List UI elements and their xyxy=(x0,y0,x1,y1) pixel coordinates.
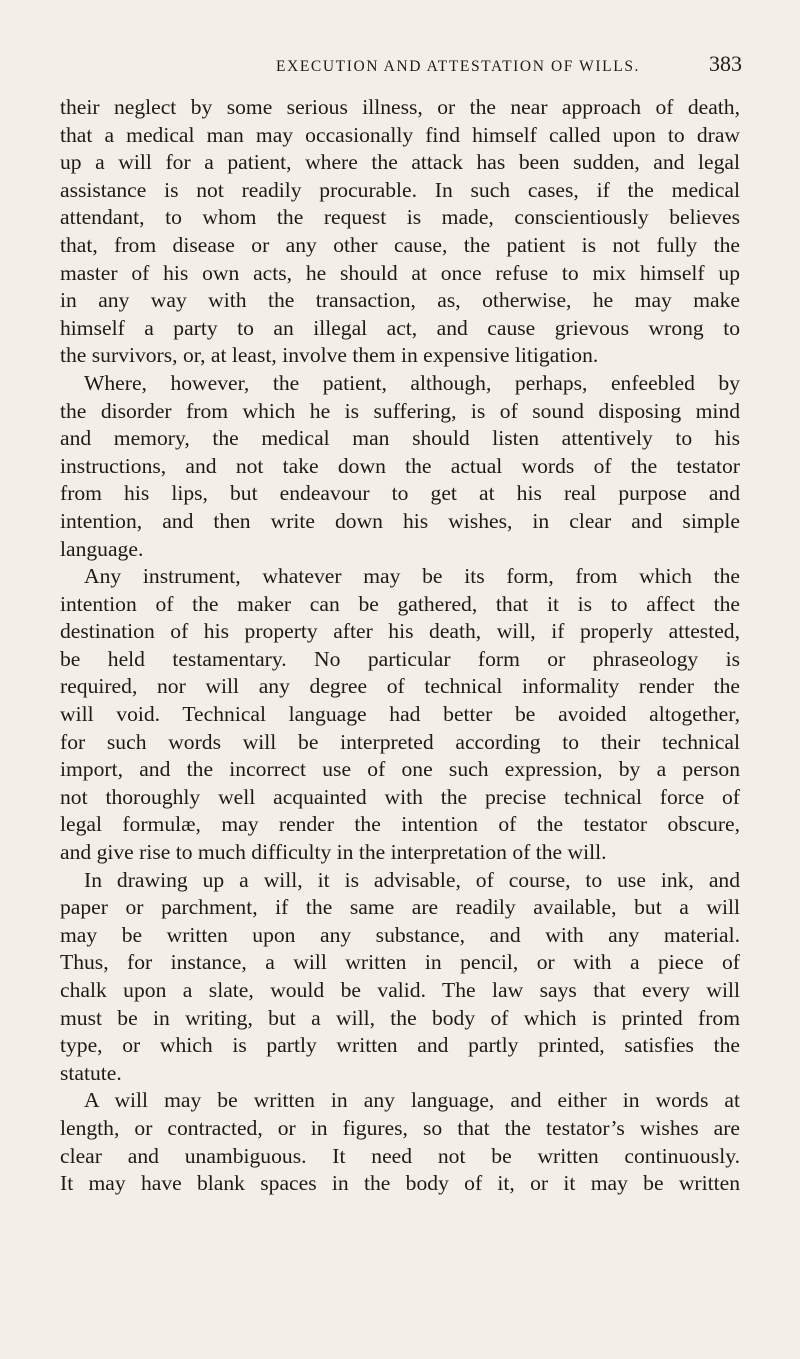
text-line: for such words will be interpreted according to their technical xyxy=(60,729,740,754)
text-line: In drawing up a will, it is advisable, of course, to use ink, and xyxy=(84,867,740,892)
text-line: legal formulæ, may render the intention of the testator obscure, xyxy=(60,812,740,837)
text-line: that, from disease or any other cause, the patient is not fully the xyxy=(60,232,740,257)
text-line: master of his own acts, he should at once refuse to mix himself up xyxy=(60,260,740,285)
body-text xyxy=(60,94,740,1198)
text-line: will void. Technical language had better be avoided altogether, xyxy=(60,702,740,727)
text-line: the survivors, or, at least, involve them in expensive litigation. xyxy=(60,343,599,368)
text-line: clear and unambiguous. It need not be written continuously. xyxy=(60,1143,740,1168)
text-line: It may have blank spaces in the body of it, or it may be written xyxy=(60,1171,740,1196)
text-line: that a medical man may occasionally find himself called upon to draw xyxy=(60,122,740,147)
text-line: paper or parchment, if the same are readily available, but a will xyxy=(60,895,740,920)
text-line: destination of his property after his death, will, if properly attested, xyxy=(60,619,740,644)
text-line: statute. xyxy=(60,1060,122,1085)
running-title: EXECUTION AND ATTESTATION OF WILLS. xyxy=(275,58,641,75)
text-line: Thus, for instance, a will written in pencil, or with a piece of xyxy=(60,950,740,975)
text-line: Any instrument, whatever may be its form, from which the xyxy=(84,564,740,589)
text-line: be held testamentary. No particular form or phraseology is xyxy=(60,646,740,671)
text-line: import, and the incorrect use of one such expression, by a person xyxy=(60,757,740,782)
text-line: attendant, to whom the request is made, conscientiously believes xyxy=(60,205,740,230)
text-line: the disorder from which he is suffering, is of sound disposing mind xyxy=(60,398,740,423)
text-line: himself a party to an illegal act, and cause grievous wrong to xyxy=(60,315,740,340)
text-line: and give rise to much difficulty in the interpretation of the will. xyxy=(60,840,607,865)
text-line: length, or contracted, or in figures, so that the testator’s wishes are xyxy=(60,1115,740,1140)
text-line: from his lips, but endeavour to get at his real purpose and xyxy=(60,481,740,506)
text-line: instructions, and not take down the actual words of the testator xyxy=(60,453,740,478)
text-line: required, nor will any degree of technical informality render the xyxy=(60,674,740,699)
text-line: intention of the maker can be gathered, that it is to affect the xyxy=(60,591,740,616)
text-line: assistance is not readily procurable. In such cases, if the medical xyxy=(60,177,740,202)
text-line: intention, and then write down his wishes, in clear and simple xyxy=(60,508,740,533)
text-line: language. xyxy=(60,536,144,561)
text-line: type, or which is partly written and partly printed, satisfies the xyxy=(60,1033,740,1058)
text-line: up a will for a patient, where the attack has been sudden, and legal xyxy=(60,150,740,175)
text-line: in any way with the transaction, as, otherwise, he may make xyxy=(60,288,740,313)
text-line: not thoroughly well acquainted with the precise technical force of xyxy=(60,784,740,809)
text-line: must be in writing, but a will, the body of which is printed from xyxy=(60,1005,740,1030)
page-number: 383 xyxy=(709,51,742,76)
text-line: may be written upon any substance, and with any material. xyxy=(60,922,740,947)
text-line: A will may be written in any language, and either in words at xyxy=(84,1088,740,1113)
text-line: Where, however, the patient, although, perhaps, enfeebled by xyxy=(84,370,740,395)
text-line: their neglect by some serious illness, or the near approach of death, xyxy=(60,95,740,119)
text-line: chalk upon a slate, would be valid. The law says that every will xyxy=(60,978,740,1002)
text-line: and memory, the medical man should listen attentively to his xyxy=(60,426,740,451)
